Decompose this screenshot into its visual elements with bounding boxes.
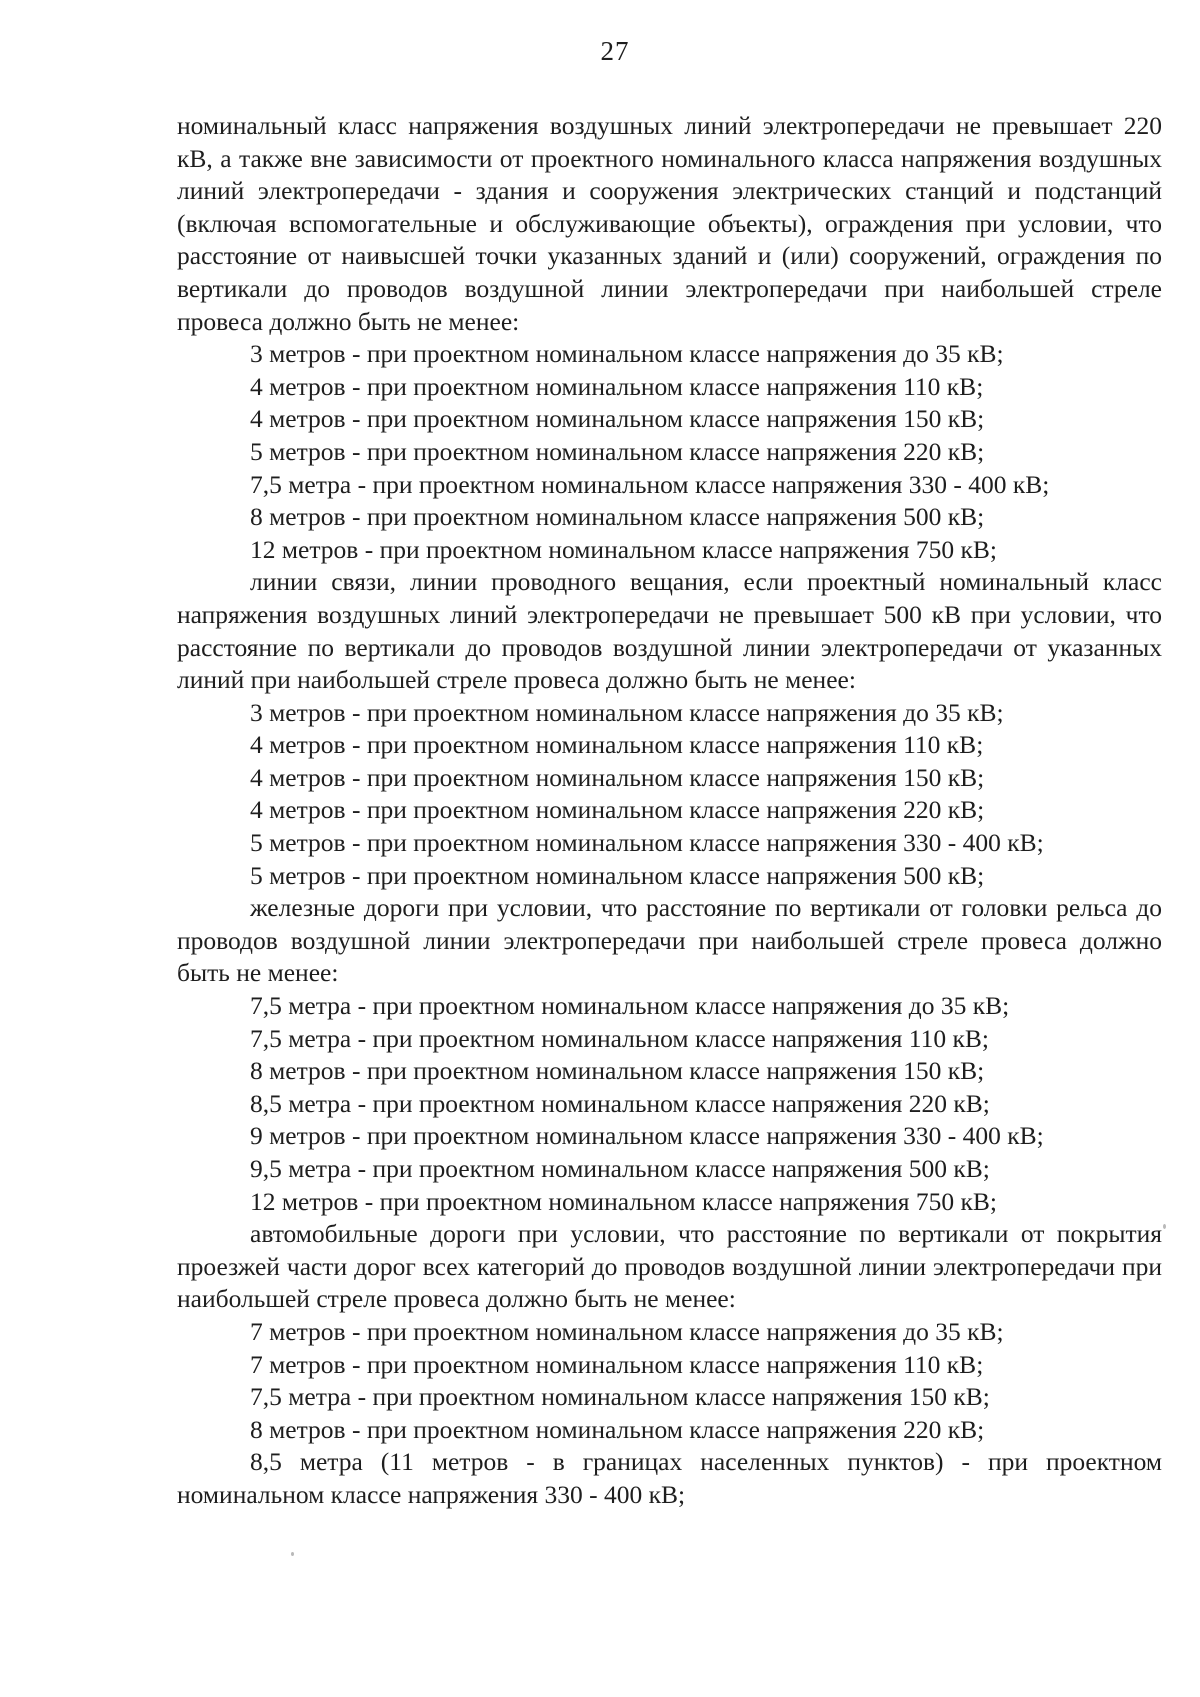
list-item: 4 метров - при проектном номинальном классе напряжения 150 кВ; — [250, 404, 985, 434]
list-item: 3 метров - при проектном номинальном классе напряжения до 35 кВ; — [250, 697, 1004, 727]
list-item: 5 метров - при проектном номинальном классе напряжения 500 кВ; — [250, 860, 985, 890]
paragraph: железные дороги при условии, что расстояние по вертикали от головки рельса до проводов воздушной линии электропередачи при наибольшей стреле провеса должно быть не менее: — [177, 893, 1162, 988]
list-item: 7,5 метра - при проектном номинальном классе напряжения 150 кВ; — [250, 1382, 990, 1412]
list-item: 4 метров - при проектном номинальном классе напряжения 110 кВ; — [250, 730, 984, 760]
list-item: 9,5 метра - при проектном номинальном классе напряжения 500 кВ; — [250, 1154, 990, 1183]
paragraph: 8,5 метра (11 метров - в границах населенных пунктов) - при проектном номинальном классе напряжения 330 - 400 кВ; — [177, 1447, 1162, 1509]
list-item: 12 метров - при проектном номинальном классе напряжения 750 кВ; — [250, 534, 997, 564]
list-item: 8 метров - при проектном номинальном классе напряжения 220 кВ; — [250, 1414, 985, 1444]
list-item: 8,5 метра - при проектном номинальном классе напряжения 220 кВ; — [250, 1088, 990, 1118]
list-item: 9 метров - при проектном номинальном классе напряжения 330 - 400 кВ; — [250, 1121, 1044, 1151]
paragraph: линии связи, линии проводного вещания, если проектный номинальный класс напряжения воздушных линий электропередачи не превышает 500 кВ при условии, что расстояние по вертикали до проводов воздушной линии электропередачи от указанных линий при наибольшей стреле провеса должно быть не менее: — [177, 567, 1162, 695]
list-item: 7,5 метра - при проектном номинальном классе напряжения 110 кВ; — [250, 1023, 989, 1053]
list-item: 4 метров - при проектном номинальном классе напряжения 220 кВ; — [250, 795, 985, 825]
list-item: 12 метров - при проектном номинальном классе напряжения 750 кВ; — [250, 1186, 997, 1216]
list-item: 8 метров - при проектном номинальном классе напряжения 500 кВ; — [250, 502, 985, 532]
page-number: 27 — [600, 36, 630, 66]
paragraph: номинальный класс напряжения воздушных линий электропередачи не превышает 220 кВ, а также вне зависимости от проектного номинального класса напряжения воздушных линий электропередачи - здания и сооружения электрических станций и подстанций (включая вспомогательные и обслуживающие объекты), ограждения при условии, что расстояние от наивысшей точки указанных зданий и (или) сооружений, ограждения по вертикали до проводов воздушной линии электропередачи при наибольшей стреле провеса должно быть не менее: — [177, 111, 1162, 336]
list-item: 4 метров - при проектном номинальном классе напряжения 110 кВ; — [250, 371, 984, 401]
list-item: 3 метров - при проектном номинальном классе напряжения до 35 кВ; — [250, 339, 1004, 369]
list-item: 8 метров - при проектном номинальном классе напряжения 150 кВ; — [250, 1056, 985, 1086]
list-item: 7 метров - при проектном номинальном классе напряжения до 35 кВ; — [250, 1316, 1004, 1346]
list-item: 7 метров - при проектном номинальном классе напряжения 110 кВ; — [250, 1349, 984, 1379]
document-body — [177, 110, 1162, 1512]
scan-speck — [1163, 1224, 1166, 1229]
list-item: 5 метров - при проектном номинальном классе напряжения 220 кВ; — [250, 436, 985, 466]
list-item: 7,5 метра - при проектном номинальном классе напряжения до 35 кВ; — [250, 991, 1010, 1021]
list-item: 7,5 метра - при проектном номинальном классе напряжения 330 - 400 кВ; — [250, 469, 1050, 499]
scan-speck — [291, 1552, 294, 1556]
list-item: 5 метров - при проектном номинальном классе напряжения 330 - 400 кВ; — [250, 828, 1044, 858]
list-item: 4 метров - при проектном номинальном классе напряжения 150 кВ; — [250, 762, 985, 792]
paragraph: автомобильные дороги при условии, что расстояние по вертикали от покрытия проезжей части дорог всех категорий до проводов воздушной линии электропередачи при наибольшей стреле провеса должно быть не менее: — [177, 1219, 1162, 1314]
